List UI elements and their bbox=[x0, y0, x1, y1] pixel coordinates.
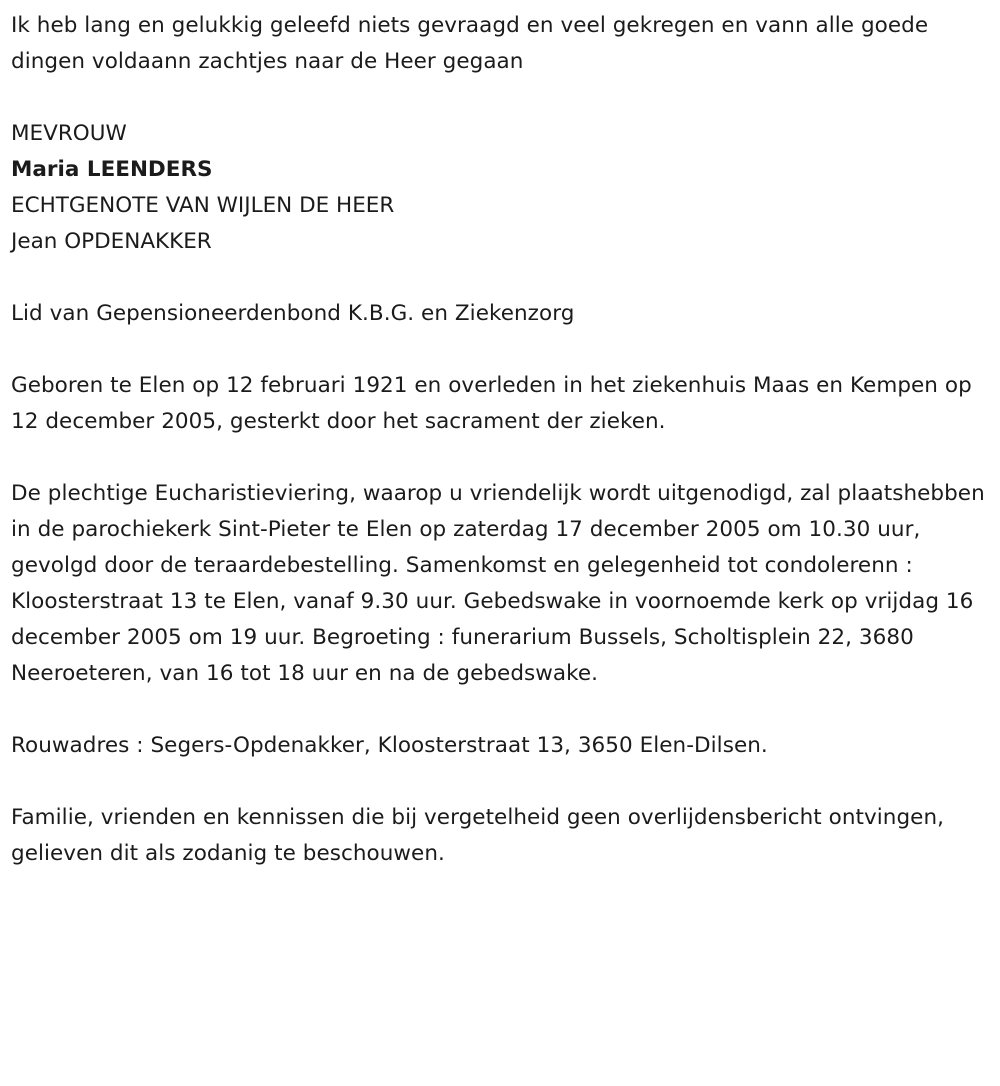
spacer bbox=[11, 764, 986, 800]
spouse-name: Jean OPDENAKKER bbox=[11, 229, 212, 254]
ceremony-details-text: De plechtige Eucharistieviering, waarop u vriendelijk wordt uitgenodigd, zal plaatshebben in de parochiekerk Sint-Pieter te Elen op zaterdag 17 december 2005 om 10.30 uur, gevolgd door de teraardebestelling. Samenkomst en gelegenheid tot condolerenn : Kloosterstraat 13 te Elen, vanaf 9.30 uur. Gebedswake in voornoemde kerk op vrijdag 16 december 2005 om 19 uur. Begroeting : funerarium Bussels, Scholtisplein 22, 3680 Neeroeteren, van 16 tot 18 uur en na de gebedswake. bbox=[11, 481, 985, 686]
epitaph-text: Ik heb lang en gelukkig geleefd niets gevraagd en veel gekregen en vann alle goede dingen voldaann zachtjes naar de Heer gegaan bbox=[11, 13, 929, 74]
spacer bbox=[11, 692, 986, 728]
memberships-text: Lid van Gepensioneerdenbond K.B.G. en Ziekenzorg bbox=[11, 301, 575, 326]
spacer bbox=[11, 332, 986, 368]
spacer bbox=[11, 80, 986, 116]
mourning-address-text: Rouwadres : Segers-Opdenakker, Kloosterstraat 13, 3650 Elen-Dilsen. bbox=[11, 733, 768, 758]
relation-label: ECHTGENOTE VAN WIJLEN DE HEER bbox=[11, 193, 395, 218]
spacer bbox=[11, 440, 986, 476]
spacer bbox=[11, 260, 986, 296]
birth-and-death-text: Geboren te Elen op 12 februari 1921 en overleden in het ziekenhuis Maas en Kempen op 12 december 2005, gesterkt door het sacrament der zieken. bbox=[11, 373, 972, 434]
closing-notice-text: Familie, vrienden en kennissen die bij vergetelheid geen overlijdensbericht ontvingen, gelieven dit als zodanig te beschouwen. bbox=[11, 805, 945, 866]
salutation-text: MEVROUW bbox=[11, 121, 127, 146]
deceased-name: Maria LEENDERS bbox=[11, 157, 213, 182]
